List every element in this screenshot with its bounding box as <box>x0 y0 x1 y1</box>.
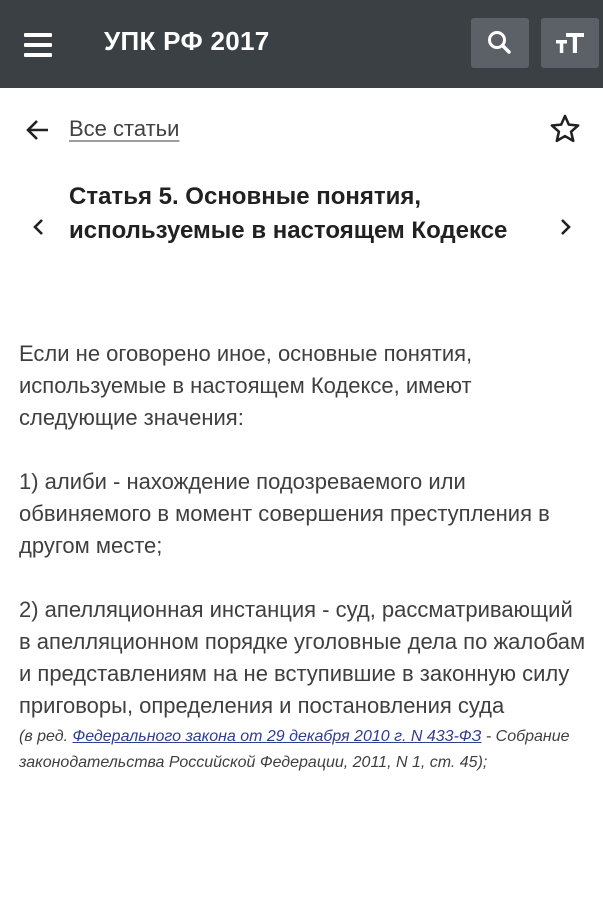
article-title: Статья 5. Основные понятия, используемые в настоящем Кодексе <box>69 183 508 244</box>
arrow-back-icon[interactable] <box>22 114 54 146</box>
article-intro: Если не оговорено иное, основные понятия, используемые в настоящем Кодексе, имеют следующие значения: <box>19 341 473 430</box>
note-prefix: (в ред. <box>19 728 73 745</box>
star-outline-icon[interactable] <box>548 112 582 146</box>
amendment-note <box>19 724 589 776</box>
federal-law-link[interactable]: Федерального закона от 29 декабря 2010 г. N 433-ФЗ <box>72 728 482 745</box>
search-icon <box>471 18 529 68</box>
note-tail: ; <box>482 754 488 771</box>
hamburger-menu-icon[interactable] <box>18 28 58 62</box>
all-articles-link[interactable]: Все статьи <box>69 116 180 141</box>
article-item-1: 1) алиби - нахождение подозреваемого или обвиняемого в момент совершения преступления в другом месте; <box>19 469 550 558</box>
article-nav-row <box>0 108 603 152</box>
text-size-button[interactable] <box>541 18 599 68</box>
text-size-icon <box>541 18 599 68</box>
app-bar <box>0 0 603 88</box>
article-item-2: 2) апелляционная инстанция - суд, рассматривающий в апелляционном порядке уголовные дела по жалобам и представлениям на не вступившие в законную силу приговоры, определения и постановления суда <box>19 597 586 718</box>
article-body <box>19 338 589 776</box>
article-item-2-block <box>19 594 589 776</box>
chevron-left-icon[interactable] <box>27 210 51 244</box>
note-suffix: - Собрание законодательства Российской Федерации, 2011, N 1, ст. 45) <box>19 728 570 771</box>
chevron-right-icon[interactable] <box>554 210 578 244</box>
search-button[interactable] <box>471 18 529 68</box>
app-title: УПК РФ 2017 <box>104 26 270 56</box>
